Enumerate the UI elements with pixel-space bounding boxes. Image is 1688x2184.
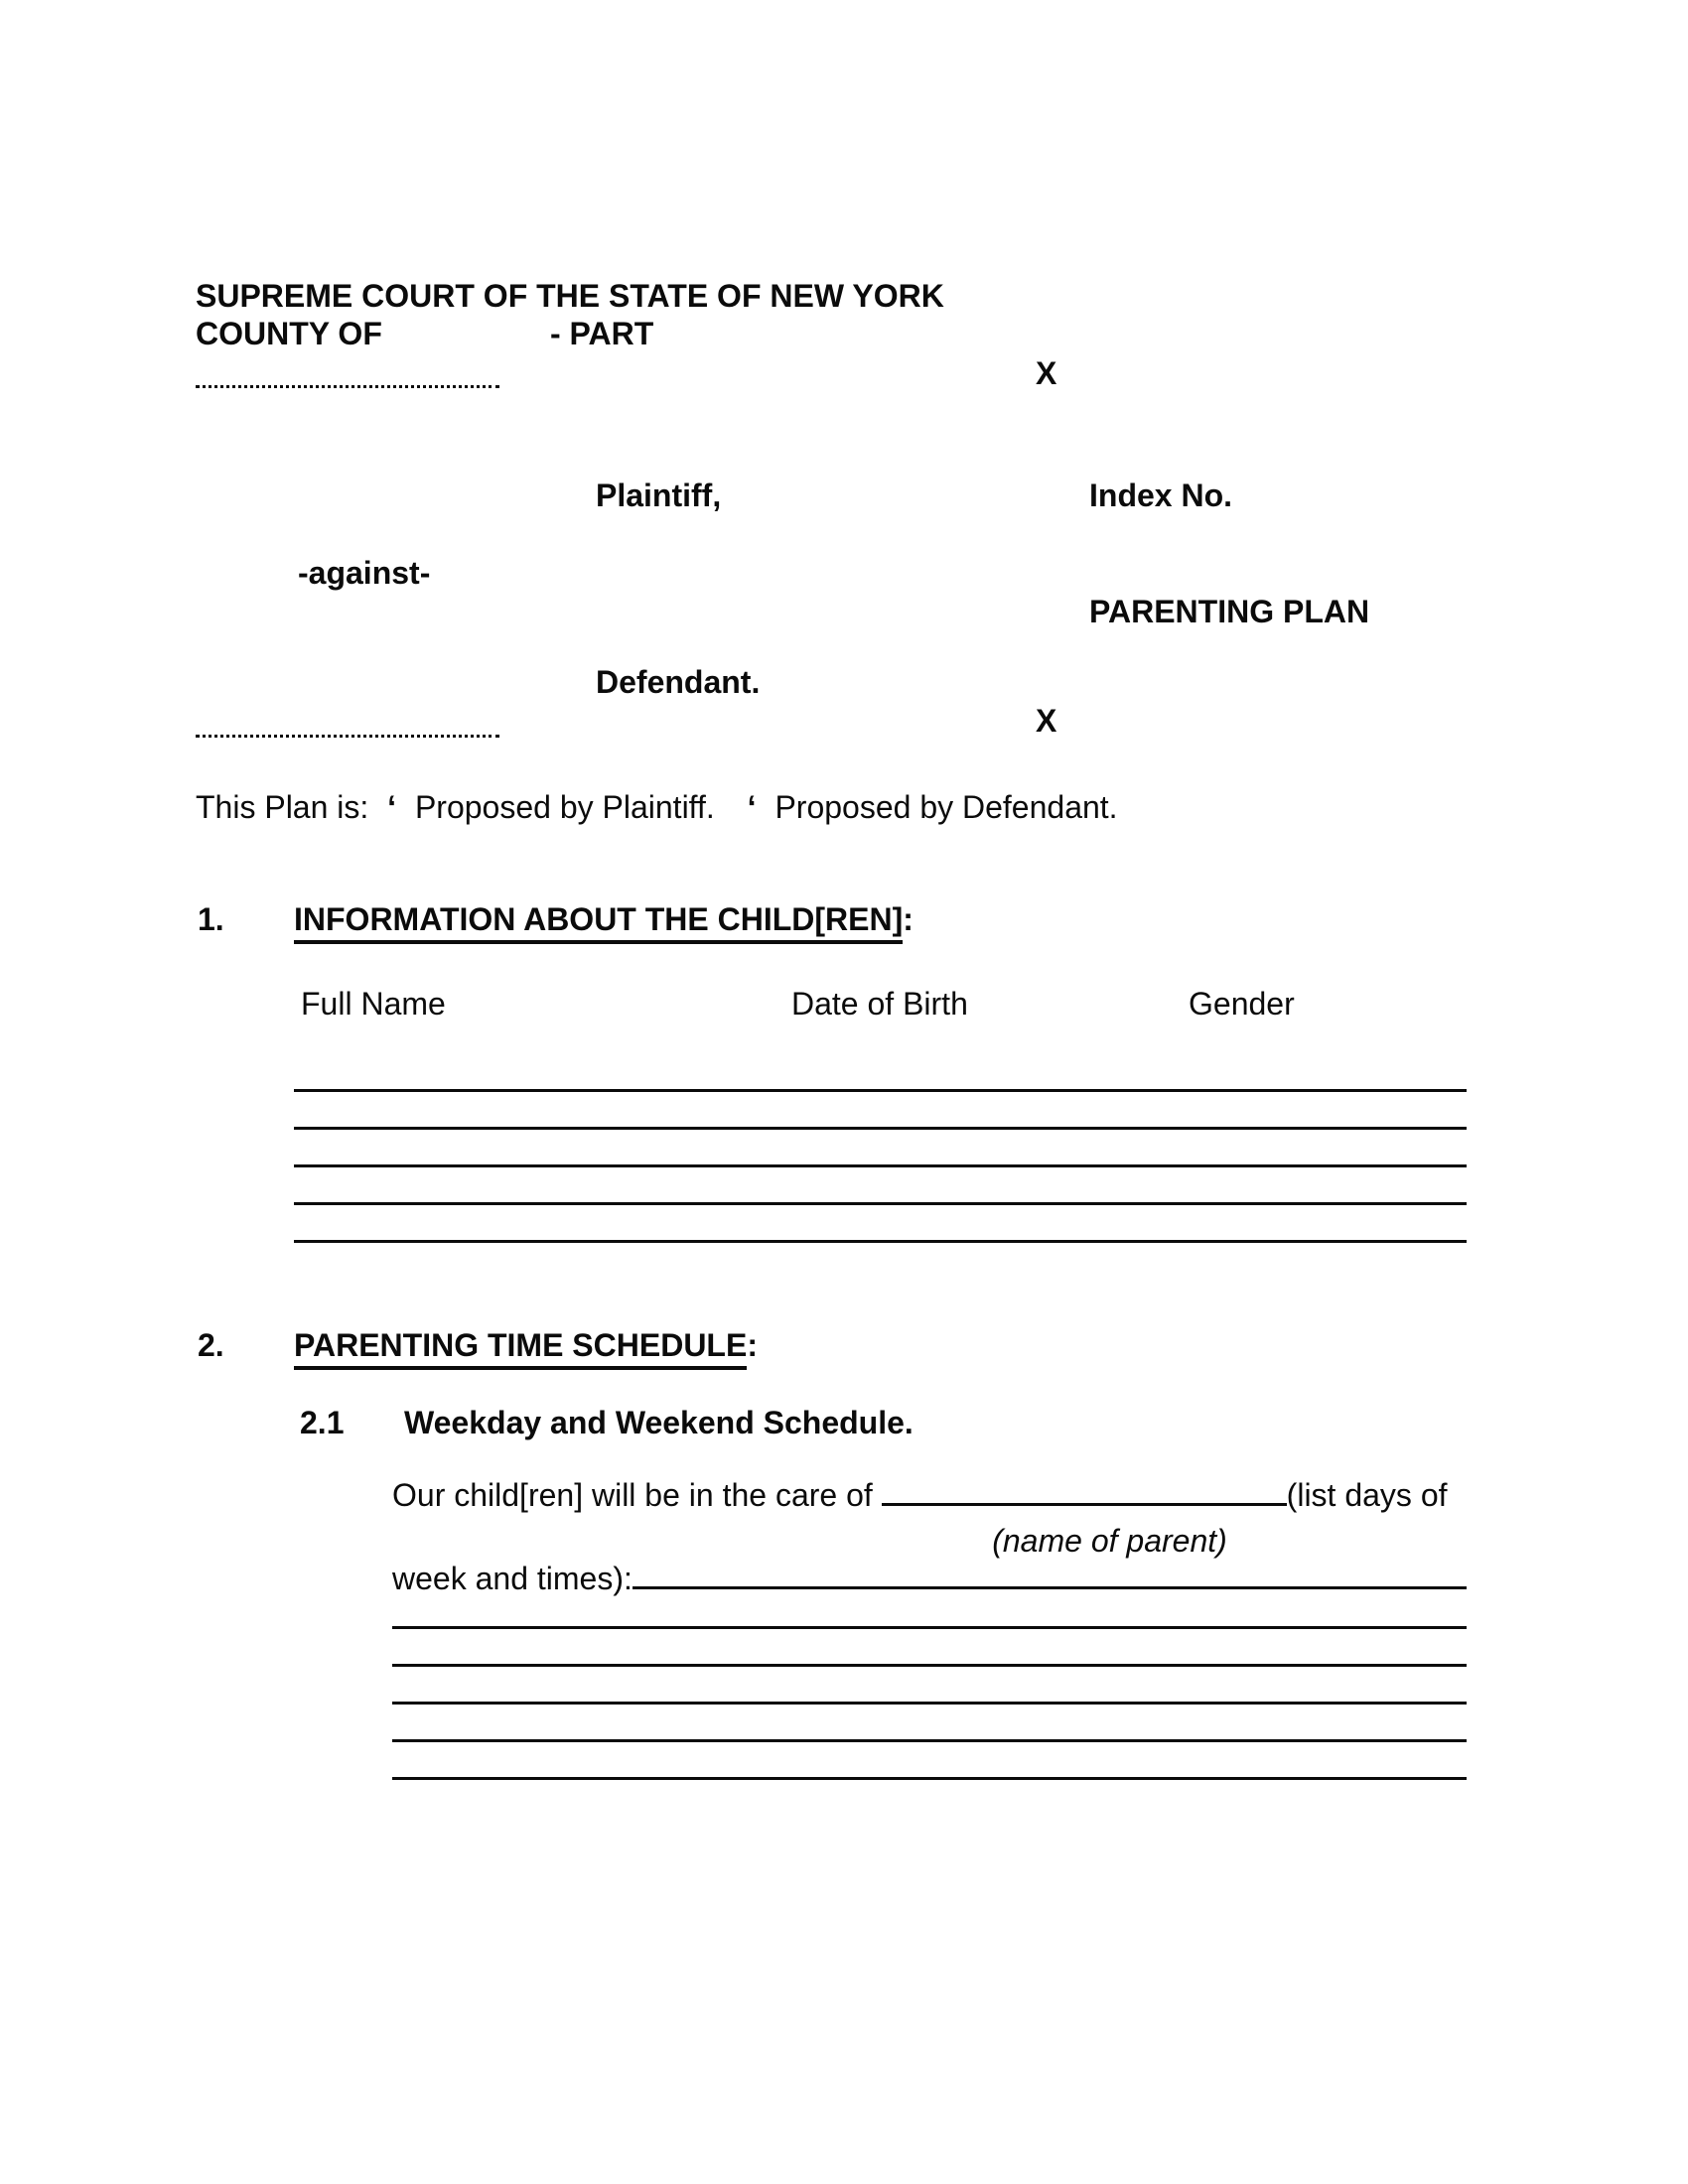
defendant-checkbox-icon[interactable]: ‘ xyxy=(747,789,757,825)
blank-line[interactable] xyxy=(294,1202,1467,1205)
blank-line[interactable] xyxy=(392,1777,1467,1780)
schedule-detail-lines xyxy=(392,1626,1467,1815)
blank-line[interactable] xyxy=(294,1127,1467,1130)
section1-heading-colon: : xyxy=(903,901,914,937)
part-label: - PART xyxy=(550,316,654,351)
caption-separator-bottom xyxy=(196,735,499,738)
care-of-line xyxy=(392,1477,1448,1514)
column-header-date-of-birth: Date of Birth xyxy=(791,986,968,1022)
week-times-text: week and times): xyxy=(392,1561,633,1596)
document-title: PARENTING PLAN xyxy=(1089,594,1370,629)
plaintiff-label: Plaintiff, xyxy=(596,478,722,513)
blank-line[interactable] xyxy=(294,1164,1467,1167)
section1-heading-text: INFORMATION ABOUT THE CHILD[REN] xyxy=(294,901,903,944)
proposal-prefix: This Plan is: xyxy=(196,789,369,825)
column-header-gender: Gender xyxy=(1189,986,1295,1022)
section2-heading-text: PARENTING TIME SCHEDULE xyxy=(294,1327,747,1370)
proposal-option-defendant: Proposed by Defendant. xyxy=(774,789,1118,825)
blank-line[interactable] xyxy=(392,1626,1467,1629)
parent-name-field[interactable] xyxy=(882,1503,1287,1506)
against-label: -against- xyxy=(298,555,431,591)
section2-heading-colon: : xyxy=(747,1327,758,1363)
blank-line[interactable] xyxy=(392,1664,1467,1667)
blank-line[interactable] xyxy=(392,1739,1467,1742)
defendant-label: Defendant. xyxy=(596,664,761,700)
caption-x-top: X xyxy=(1036,355,1057,391)
care-of-text-after: (list days of xyxy=(1286,1477,1448,1513)
section21-number: 2.1 xyxy=(300,1405,345,1440)
column-header-full-name: Full Name xyxy=(301,986,446,1022)
section2-number: 2. xyxy=(198,1327,224,1363)
index-no-label: Index No. xyxy=(1089,478,1233,513)
section1-heading xyxy=(294,901,914,938)
plaintiff-checkbox-icon[interactable]: ‘ xyxy=(387,789,397,825)
caption-separator-top xyxy=(196,385,499,388)
county-label: COUNTY OF xyxy=(196,316,382,351)
children-info-lines xyxy=(294,1089,1467,1278)
blank-line[interactable] xyxy=(294,1089,1467,1092)
caption-x-bottom: X xyxy=(1036,703,1057,739)
name-of-parent-hint: (name of parent) xyxy=(992,1523,1227,1559)
section1-number: 1. xyxy=(198,901,224,937)
week-times-field[interactable] xyxy=(633,1586,1467,1589)
section21-heading: Weekday and Weekend Schedule. xyxy=(404,1405,914,1440)
proposal-option-plaintiff: Proposed by Plaintiff. xyxy=(414,789,715,825)
section2-heading xyxy=(294,1327,758,1364)
week-times-line xyxy=(392,1561,1467,1597)
proposal-line xyxy=(196,789,1118,826)
court-name: SUPREME COURT OF THE STATE OF NEW YORK xyxy=(196,278,944,314)
blank-line[interactable] xyxy=(294,1240,1467,1243)
care-of-text-before: Our child[ren] will be in the care of xyxy=(392,1477,873,1513)
blank-line[interactable] xyxy=(392,1702,1467,1705)
